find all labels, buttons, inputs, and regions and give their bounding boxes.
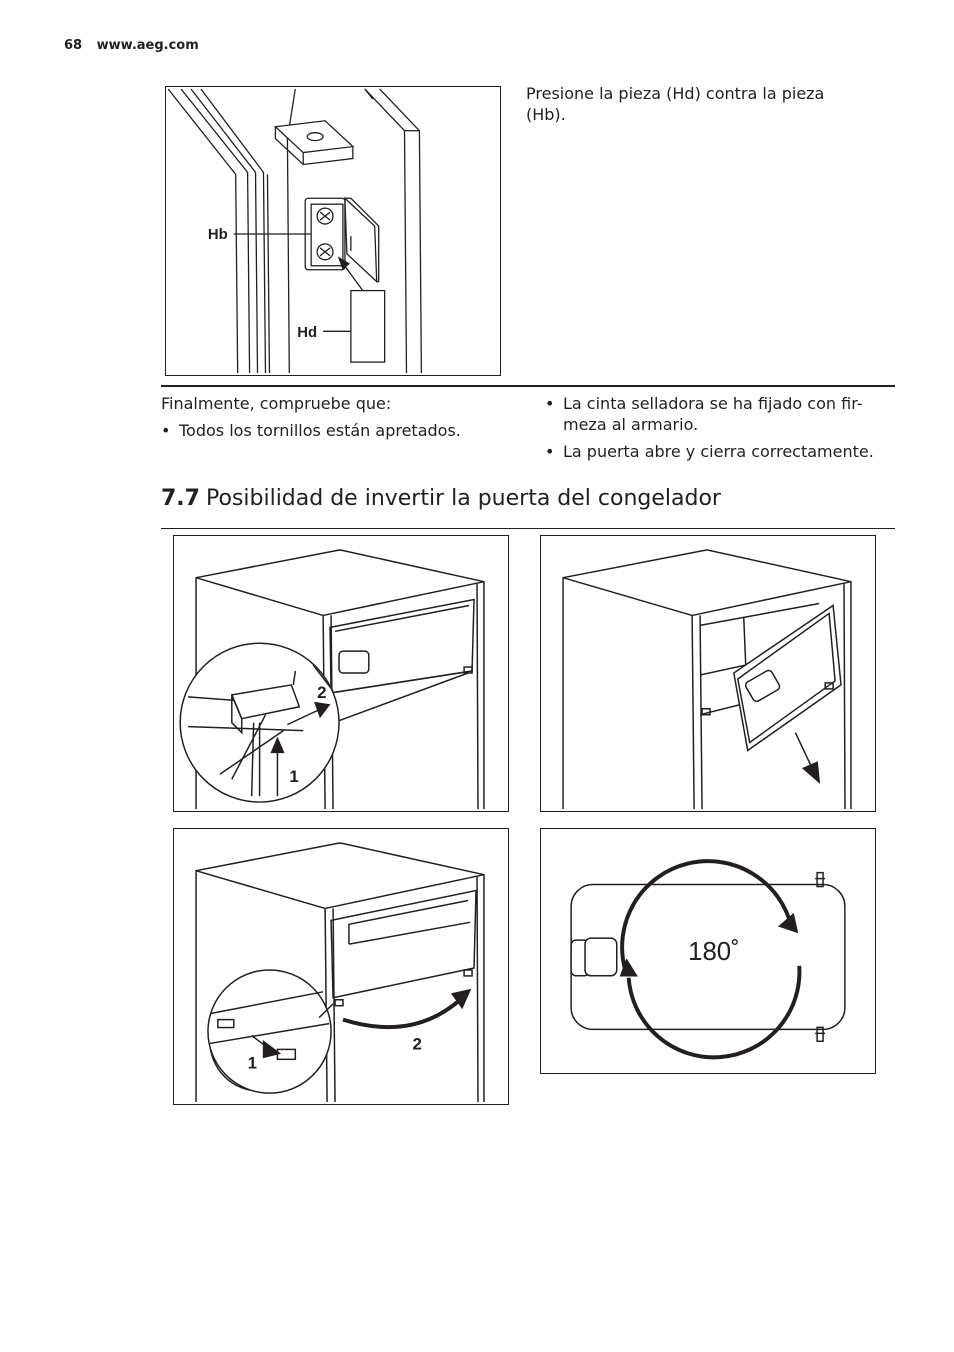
label-hb: Hb: [207, 226, 228, 243]
section-title-text: Posibilidad de invertir la puerta del congelador: [205, 486, 721, 511]
figure-reposition-hinge-drawing: [174, 829, 508, 1104]
label-hd: Hd: [297, 325, 318, 342]
check-list-right: [545, 393, 895, 462]
figure-reposition-hinge: [173, 828, 509, 1105]
check-item: • La cinta selladora se ha fijado con fir- meza al armario.: [545, 393, 895, 435]
divider-2: [161, 528, 895, 529]
check-column-right: [545, 393, 895, 468]
check-intro: Finalmente, compruebe que:: [161, 394, 392, 413]
section-number: 7.7: [161, 486, 200, 511]
page-header: [64, 38, 199, 53]
figure-remove-cover: [173, 535, 509, 812]
figure-rotate-door-drawing: [541, 829, 875, 1073]
figure-remove-cover-drawing: [174, 536, 508, 811]
check-column-left: [161, 393, 511, 447]
step-2-label: 2: [317, 682, 327, 702]
step-1-label: 1: [247, 1053, 258, 1073]
step-1-label: 1: [289, 767, 299, 787]
intro-text: Presione la pieza (Hd) contra la pieza (Hb).: [526, 84, 825, 124]
page-number: 68: [64, 38, 83, 53]
figure-rotate-door: [540, 828, 876, 1074]
check-list-left: [161, 420, 511, 441]
header-url: www.aeg.com: [96, 38, 199, 53]
check-item: • La puerta abre y cierra correctamente.: [545, 441, 895, 462]
figure-remove-door-drawing: [541, 536, 875, 811]
divider-1: [161, 385, 895, 387]
step-2-label: 2: [412, 1034, 422, 1054]
hinge-drawing: [166, 87, 500, 375]
figure-remove-door: [540, 535, 876, 812]
check-item: • Todos los tornillos están apretados.: [161, 420, 511, 441]
hinge-illustration: [165, 86, 501, 376]
section-heading: [161, 484, 721, 514]
rotation-label: 180˚: [688, 937, 740, 966]
